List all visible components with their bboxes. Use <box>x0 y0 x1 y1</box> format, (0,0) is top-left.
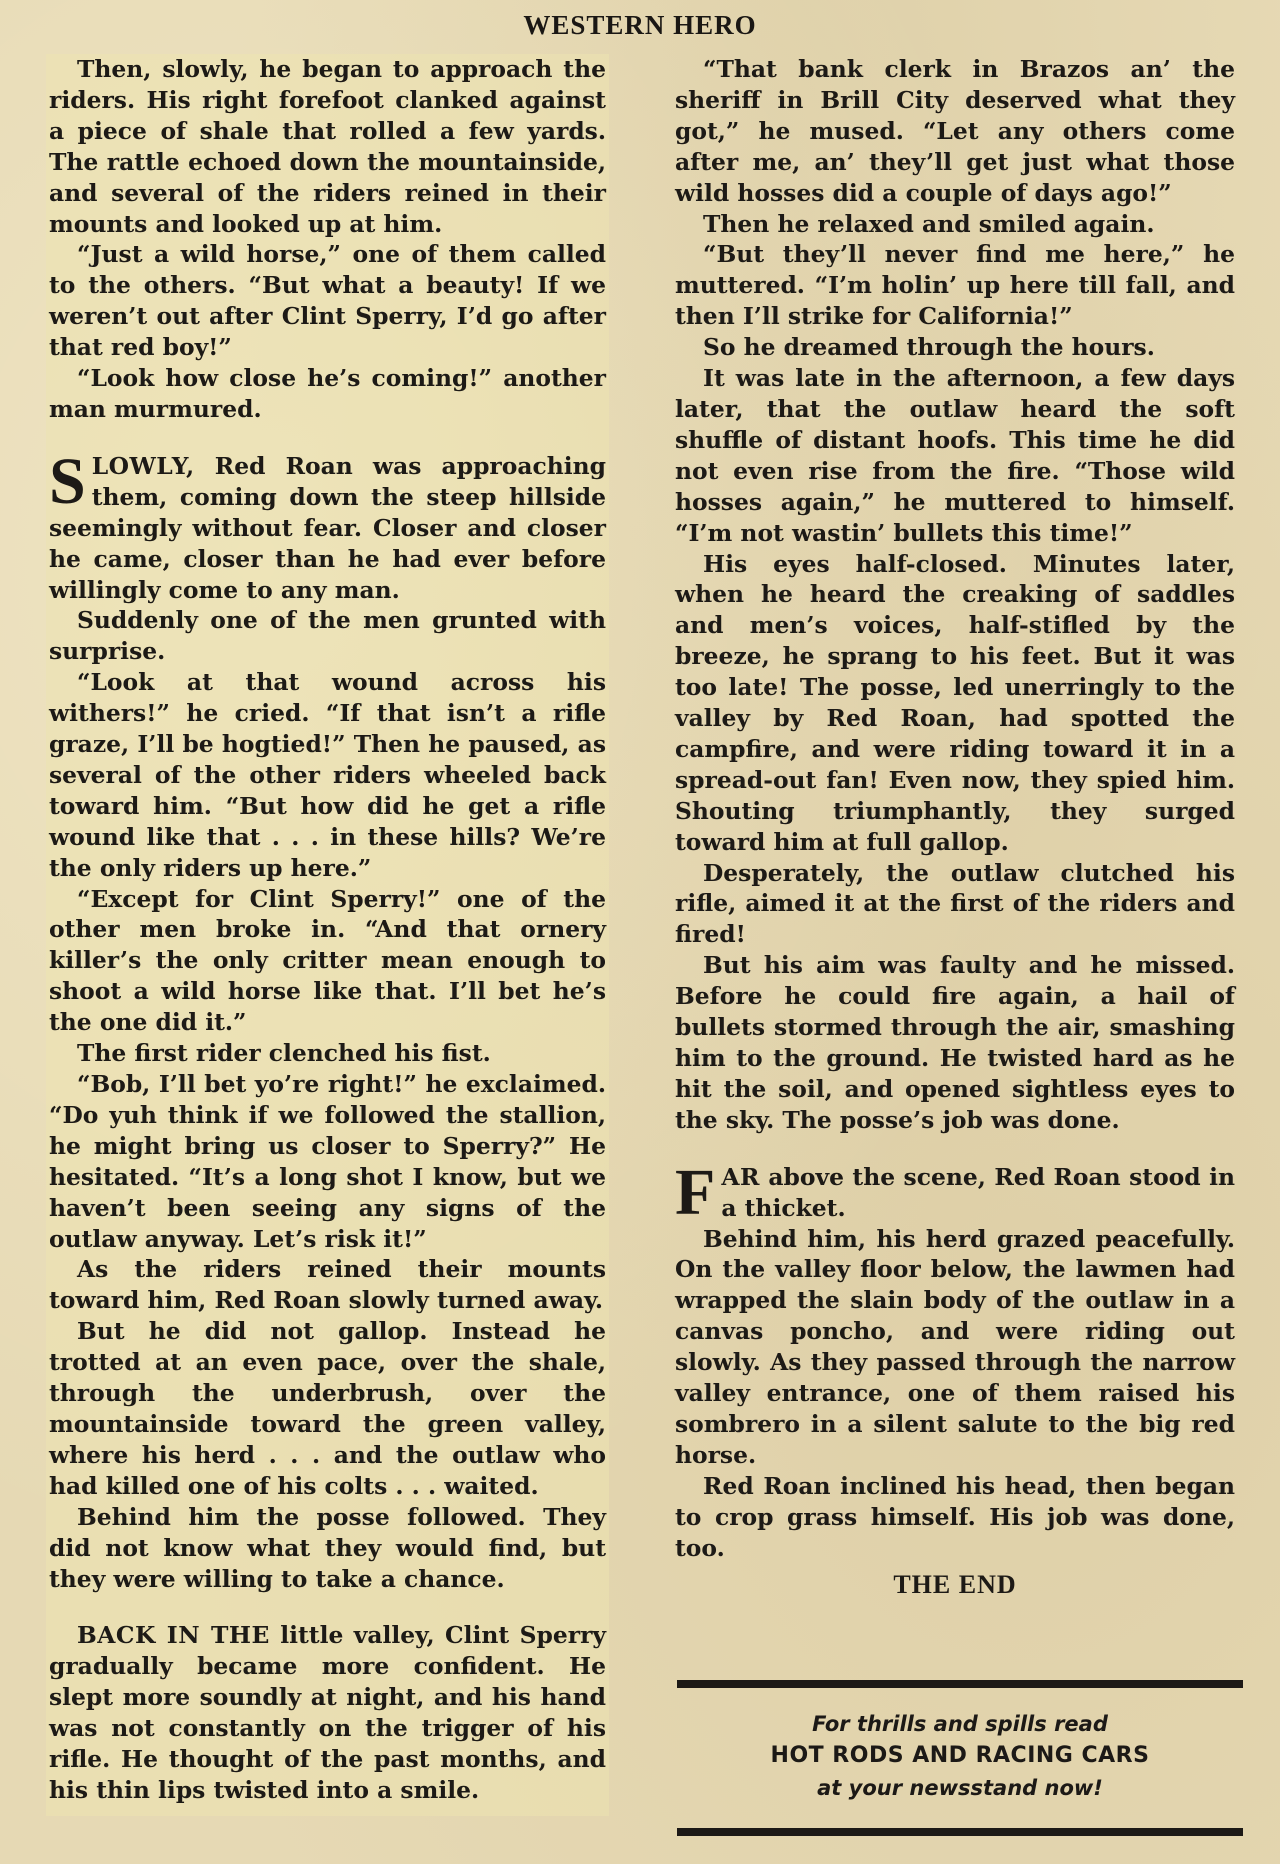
paragraph: But his aim was faulty and he missed. Before he could fire again, a hail of bullets stormed through the air, smashing him to the ground. He twisted hard as he hit the soil, and opened sightless eyes to the sky. The posse’s job was done. <box>675 951 1235 1134</box>
lead-in-caps: BACK IN THE <box>77 1621 270 1650</box>
ad-call-to-action: at your newsstand now! <box>817 1776 1103 1800</box>
lead-in-caps: LOWLY, <box>91 451 195 480</box>
left-column <box>46 54 609 1816</box>
ad-text <box>677 1708 1243 1804</box>
paragraph-text: Red Roan was approaching them, coming down the steep hillside seemingly without fear. Closer and closer he came, closer than he had ever before willingly come to any man. <box>49 451 606 604</box>
paragraph: It was late in the afternoon, a few days later, that the outlaw heard the soft shuffle of distant hoofs. This time he did not even rise from the fire. “Those wild hosses again,” he muttered to himself. “I’m not wastin’ bullets this time!” <box>675 364 1235 547</box>
drop-cap-letter: F <box>675 1155 716 1229</box>
ad-tagline: For thrills and spills read <box>812 1712 1108 1736</box>
advertisement-box <box>677 1680 1243 1838</box>
page-header: WESTERN HERO <box>523 10 757 40</box>
paragraph: Suddenly one of the men grunted with surprise. <box>49 606 606 666</box>
story-end-marker: THE END <box>893 1569 1017 1599</box>
ad-bottom-rule <box>677 1828 1243 1836</box>
drop-cap-letter: S <box>49 444 86 518</box>
section-opening-paragraph <box>675 1155 1235 1229</box>
paragraph: “Just a wild horse,” one of them called to the others. “But what a beauty! If we weren’t out after Clint Sperry, I’d go after that red boy!” <box>49 240 606 362</box>
paragraph: Behind him the posse followed. They did not know what they would find, but they were willing to take a chance. <box>49 1502 606 1593</box>
paragraph: “Except for Clint Sperry!” one of the other men broke in. “And that ornery killer’s the only critter mean enough to shoot a wild horse like that. I’ll bet he’s the one did it.” <box>49 884 606 1037</box>
paragraph: The first rider clenched his fist. <box>77 1039 491 1068</box>
paragraph: “Look how close he’s coming!” another man murmured. <box>49 364 606 423</box>
paragraph-text: above the scene, Red Roan stood in a thicket. <box>721 1162 1235 1222</box>
ad-top-rule <box>677 1680 1243 1688</box>
ad-magazine-title: HOT RODS AND RACING CARS <box>770 1743 1150 1768</box>
paragraph: As the riders reined their mounts toward him, Red Roan slowly turned away. <box>49 1255 606 1315</box>
paragraph: Then he relaxed and smiled again. <box>703 209 1155 238</box>
section-opening-paragraph <box>49 1620 606 1805</box>
section-opening-paragraph <box>49 444 606 606</box>
paragraph: Desperately, the outlaw clutched his rifle, aimed it at the first of the riders and fired! <box>675 858 1235 949</box>
paragraph: “Look at that wound across his withers!” he cried. “If that isn’t a rifle graze, I’ll be hogtied!” Then he paused, as several of the other riders wheeled back toward him. “But how did he get a rifle wound like that . . . in these hills? We’re the only riders up here.” <box>49 668 606 882</box>
paragraph-text: little valley, Clint Sperry gradually became more confident. He slept more soundly at night, and his hand was not constantly on the trigger of his rifle. He thought of the past months, and his thin lips twisted into a smile. <box>49 1621 606 1804</box>
paragraph: “Bob, I’ll bet yo’re right!” he exclaimed. “Do yuh think if we followed the stallion, he might bring us closer to Sperry?” He hesitated. “It’s a long shot I know, but we haven’t been seeing any signs of the outlaw anyway. Let’s risk it!” <box>49 1070 606 1253</box>
paragraph: His eyes half-closed. Minutes later, when he heard the creaking of saddles and men’s voices, half-stifled by the breeze, he sprang to his feet. But it was too late! The posse, led unerringly to the valley by Red Roan, had spotted the campfire, and were riding toward it in a spread-out fan! Even now, they spied him. Shouting triumphantly, they surged toward him at full gallop. <box>675 549 1235 856</box>
paragraph: So he dreamed through the hours. <box>703 333 1155 362</box>
paragraph: Behind him, his herd grazed peacefully. On the valley floor below, the lawmen had wrapped the slain body of the outlaw in a canvas poncho, and were riding out slowly. As they passed through the narrow valley entrance, one of them raised his sombrero in a silent salute to the big red horse. <box>675 1224 1235 1469</box>
paragraph: Red Roan inclined his head, then began to crop grass himself. His job was done, too. <box>675 1471 1235 1562</box>
paragraph: Then, slowly, he began to approach the riders. His right forefoot clanked against a piece of shale that rolled a few yards. The rattle echoed down the mountainside, and several of the riders reined in their mounts and looked up at him. <box>49 55 606 238</box>
lead-in-caps: AR <box>721 1162 760 1191</box>
right-column <box>675 54 1235 1600</box>
paragraph: “That bank clerk in Brazos an’ the sheriff in Brill City deserved what they got,” he mused. “Let any others come after me, an’ they’ll get just what those wild hosses did a couple of days ago!” <box>675 55 1235 207</box>
paragraph: “But they’ll never find me here,” he muttered. “I’m holin’ up here till fall, and then I’ll strike for California!” <box>675 240 1235 331</box>
paragraph: But he did not gallop. Instead he trotted at an even pace, over the shale, through the underbrush, over the mountainside toward the green valley, where his herd . . . and the outlaw who had killed one of his colts . . . waited. <box>49 1317 606 1500</box>
